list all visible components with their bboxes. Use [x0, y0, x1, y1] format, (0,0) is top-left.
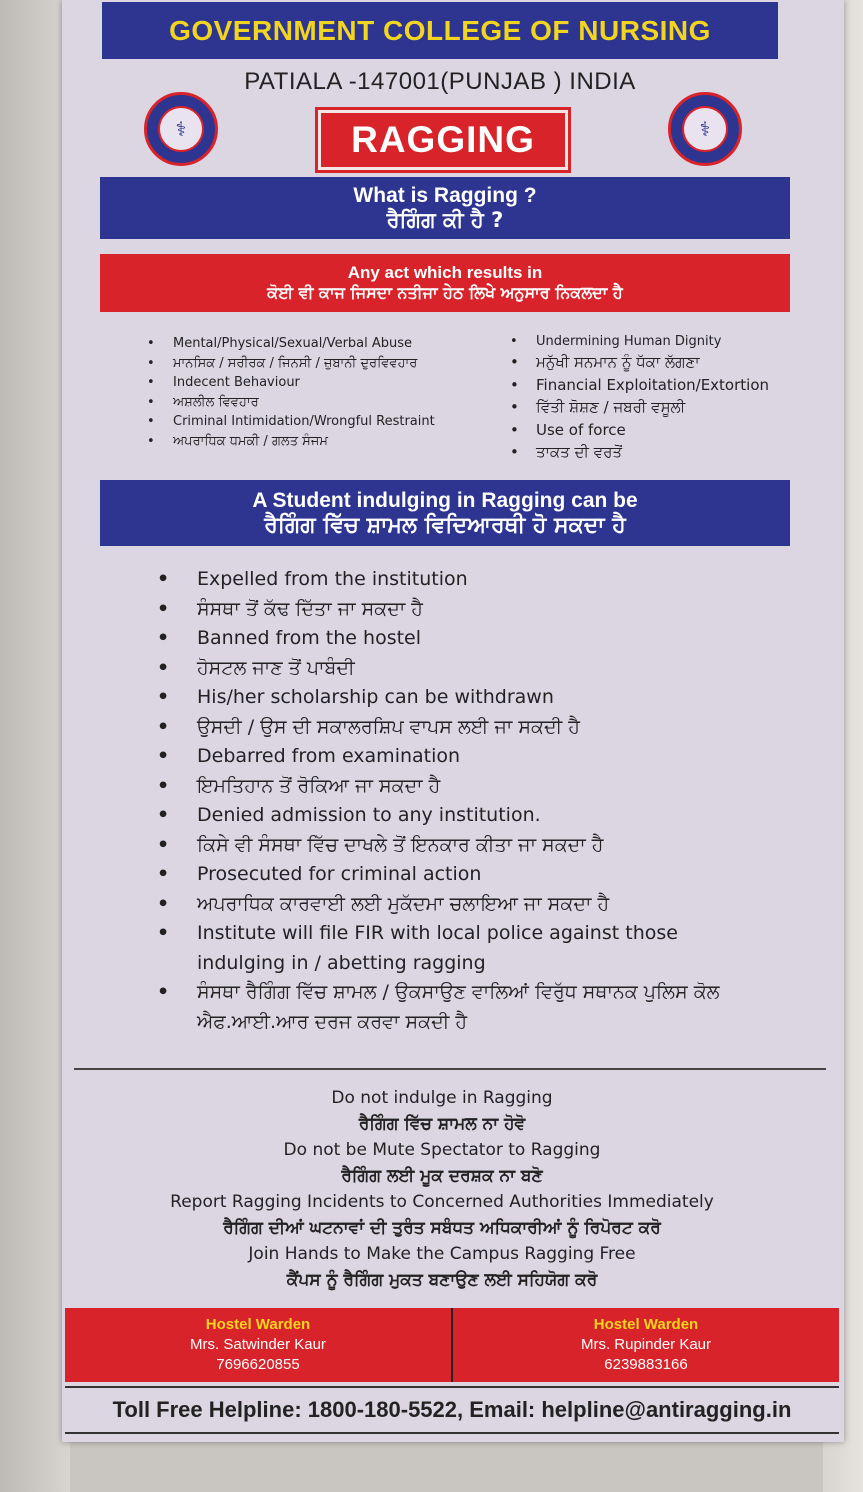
list-item: • ਮਾਨਸਿਕ / ਸਰੀਰਕ / ਜਿਨਸੀ / ਜ਼ੁਬਾਨੀ ਦੁਰਵਿਵਹਾਰ: [145, 354, 505, 374]
list-item: • ਸੰਸਥਾ ਤੋਂ ਕੱਢ ਦਿੱਤਾ ਜਾ ਸਕਦਾ ਹੈ: [157, 595, 757, 625]
dont-pa: ਰੈਗਿੰਗ ਦੀਆਂ ਘਟਨਾਵਾਂ ਦੀ ਤੁਰੰਤ ਸਬੰਧਤ ਅਧਿਕਾਰੀਆਂ ਨੂੰ ਰਿਪੋਰਟ ਕਰੋ: [223, 1218, 661, 1238]
what-is-ragging-pa: ਰੈਗਿੰਗ ਕੀ ਹੈ ?: [386, 207, 504, 232]
list-item: • ਕਿਸੇ ਵੀ ਸੰਸਥਾ ਵਿੱਚ ਦਾਖਲੇ ਤੋਂ ਇਨਕਾਰ ਕੀਤਾ ਜਾ ਸਕਦਾ ਹੈ: [157, 831, 757, 861]
warden-title: Hostel Warden: [593, 1316, 699, 1333]
student-en: A Student indulging in Ragging can be: [252, 488, 638, 512]
list-item: • ਸੰਸਥਾ ਰੈਗਿੰਗ ਵਿੱਚ ਸ਼ਾਮਲ / ਉਕਸਾਉਣ ਵਾਲਿਆਂ ਵਿਰੁੱਧ ਸਥਾਨਕ ਪੁਲਿਸ ਕੋਲ ਐਫ.ਆਈ.ਆਰ ਦਰਜ ਕਰਵਾ ਸਕਦੀ ਹੈ: [157, 978, 757, 1037]
wall-left: [0, 0, 70, 1492]
list-item: • Undermining Human Dignity: [508, 332, 838, 351]
list-item: • Expelled from the institution: [157, 565, 757, 595]
college-address: PATIALA -147001(PUNJAB ) INDIA: [244, 68, 636, 95]
warden-phone: 7696620855: [216, 1356, 300, 1373]
what-is-ragging-en: What is Ragging ?: [353, 183, 537, 207]
dont-pa: ਰੈਗਿੰਗ ਲਈ ਮੂਕ ਦਰਸ਼ਕ ਨਾ ਬਣੋ: [341, 1166, 543, 1186]
list-item: • ਅਪਰਾਧਿਕ ਧਮਕੀ / ਗਲਤ ਸੰਜਮ: [145, 432, 505, 452]
warden-title: Hostel Warden: [205, 1316, 311, 1333]
student-pa: ਰੈਗਿੰਗ ਵਿੱਚ ਸ਼ਾਮਲ ਵਿਦਿਆਰਥੀ ਹੋ ਸਕਦਾ ਹੈ: [264, 512, 626, 538]
college-title: GOVERNMENT COLLEGE OF NURSING: [102, 2, 778, 59]
list-item: • ਇਮਤਿਹਾਨ ਤੋਂ ਰੋਕਿਆ ਜਾ ਸਕਦਾ ਹੈ: [157, 772, 757, 802]
college-seal-left-icon: ⚕: [144, 92, 218, 166]
what-is-ragging-band: [100, 177, 790, 239]
list-item: • Institute will file FIR with local police against those indulging in / abetting ragging: [157, 919, 757, 978]
list-item: • Prosecuted for criminal action: [157, 860, 757, 890]
dont-en: Do not indulge in Ragging: [331, 1088, 553, 1108]
list-item: • ਤਾਕਤ ਦੀ ਵਰਤੋਂ: [508, 441, 838, 464]
anti-ragging-banner: [62, 0, 844, 1442]
list-item: • ਅਸ਼ਲੀਲ ਵਿਵਹਾਰ: [145, 393, 505, 413]
dont-pa: ਰੈਗਿੰਗ ਵਿੱਚ ਸ਼ਾਮਲ ਨਾ ਹੋਵੋ: [358, 1114, 526, 1134]
list-item: • ਵਿੱਤੀ ਸ਼ੋਸ਼ਣ / ਜਬਰੀ ਵਸੂਲੀ: [508, 396, 838, 419]
list-item: • Use of force: [508, 419, 838, 442]
list-item: • Mental/Physical/Sexual/Verbal Abuse: [145, 334, 505, 354]
dont-pa: ਕੈਂਪਸ ਨੂੰ ਰੈਗਿੰਗ ਮੁਕਤ ਬਣਾਉਣ ਲਈ ਸਹਿਯੋਗ ਕਰੋ: [286, 1270, 598, 1290]
list-item: • His/her scholarship can be withdrawn: [157, 683, 757, 713]
list-item: • ਉਸਦੀ / ਉਸ ਦੀ ਸਕਾਲਰਸ਼ਿਪ ਵਾਪਸ ਲਈ ਜਾ ਸਕਦੀ ਹੈ: [157, 713, 757, 743]
student-band: [100, 480, 790, 546]
acts-list-right: [508, 332, 838, 464]
list-item: • Denied admission to any institution.: [157, 801, 757, 831]
dont-en: Join Hands to Make the Campus Ragging Free: [248, 1244, 636, 1264]
acts-list-left: [145, 334, 505, 451]
any-act-pa: ਕੋਈ ਵੀ ਕਾਜ ਜਿਸਦਾ ਨਤੀਜਾ ਹੇਠ ਲਿਖੇ ਅਨੁਸਾਰ ਨਿਕਲਦਾ ਹੈ: [267, 283, 623, 302]
toll-free-helpline: Toll Free Helpline: 1800-180-5522, Email: helpline@antiragging.in: [65, 1386, 839, 1434]
warden-name: Mrs. Rupinder Kaur: [580, 1336, 712, 1353]
ragging-badge: RAGGING: [318, 110, 568, 170]
college-seal-right-icon: ⚕: [668, 92, 742, 166]
list-item: • Indecent Behaviour: [145, 373, 505, 393]
list-item: • ਮਨੁੱਖੀ ਸਨਮਾਨ ਨੂੰ ਧੱਕਾ ਲੱਗਣਾ: [508, 351, 838, 374]
warden-name: Mrs. Satwinder Kaur: [190, 1336, 326, 1353]
warden-phone: 6239883166: [604, 1356, 688, 1373]
penalties-list: [157, 565, 757, 1037]
any-act-band: [100, 254, 790, 312]
dont-list: [102, 1085, 782, 1293]
any-act-en: Any act which results in: [347, 263, 543, 282]
dont-en: Do not be Mute Spectator to Ragging: [283, 1140, 601, 1160]
list-item: • ਅਪਰਾਧਿਕ ਕਾਰਵਾਈ ਲਈ ਮੁਕੱਦਮਾ ਚਲਾਇਆ ਜਾ ਸਕਦਾ ਹੈ: [157, 890, 757, 920]
warden-card: [65, 1308, 453, 1382]
dont-en: Report Ragging Incidents to Concerned Authorities Immediately: [170, 1192, 714, 1212]
list-item: • Criminal Intimidation/Wrongful Restraint: [145, 412, 505, 432]
list-item: • Debarred from examination: [157, 742, 757, 772]
divider: [74, 1068, 826, 1070]
list-item: • ਹੋਸਟਲ ਜਾਣ ਤੋਂ ਪਾਬੰਦੀ: [157, 654, 757, 684]
list-item: • Financial Exploitation/Extortion: [508, 374, 838, 397]
warden-contacts: [65, 1308, 839, 1382]
warden-card: [453, 1308, 839, 1382]
list-item: • Banned from the hostel: [157, 624, 757, 654]
